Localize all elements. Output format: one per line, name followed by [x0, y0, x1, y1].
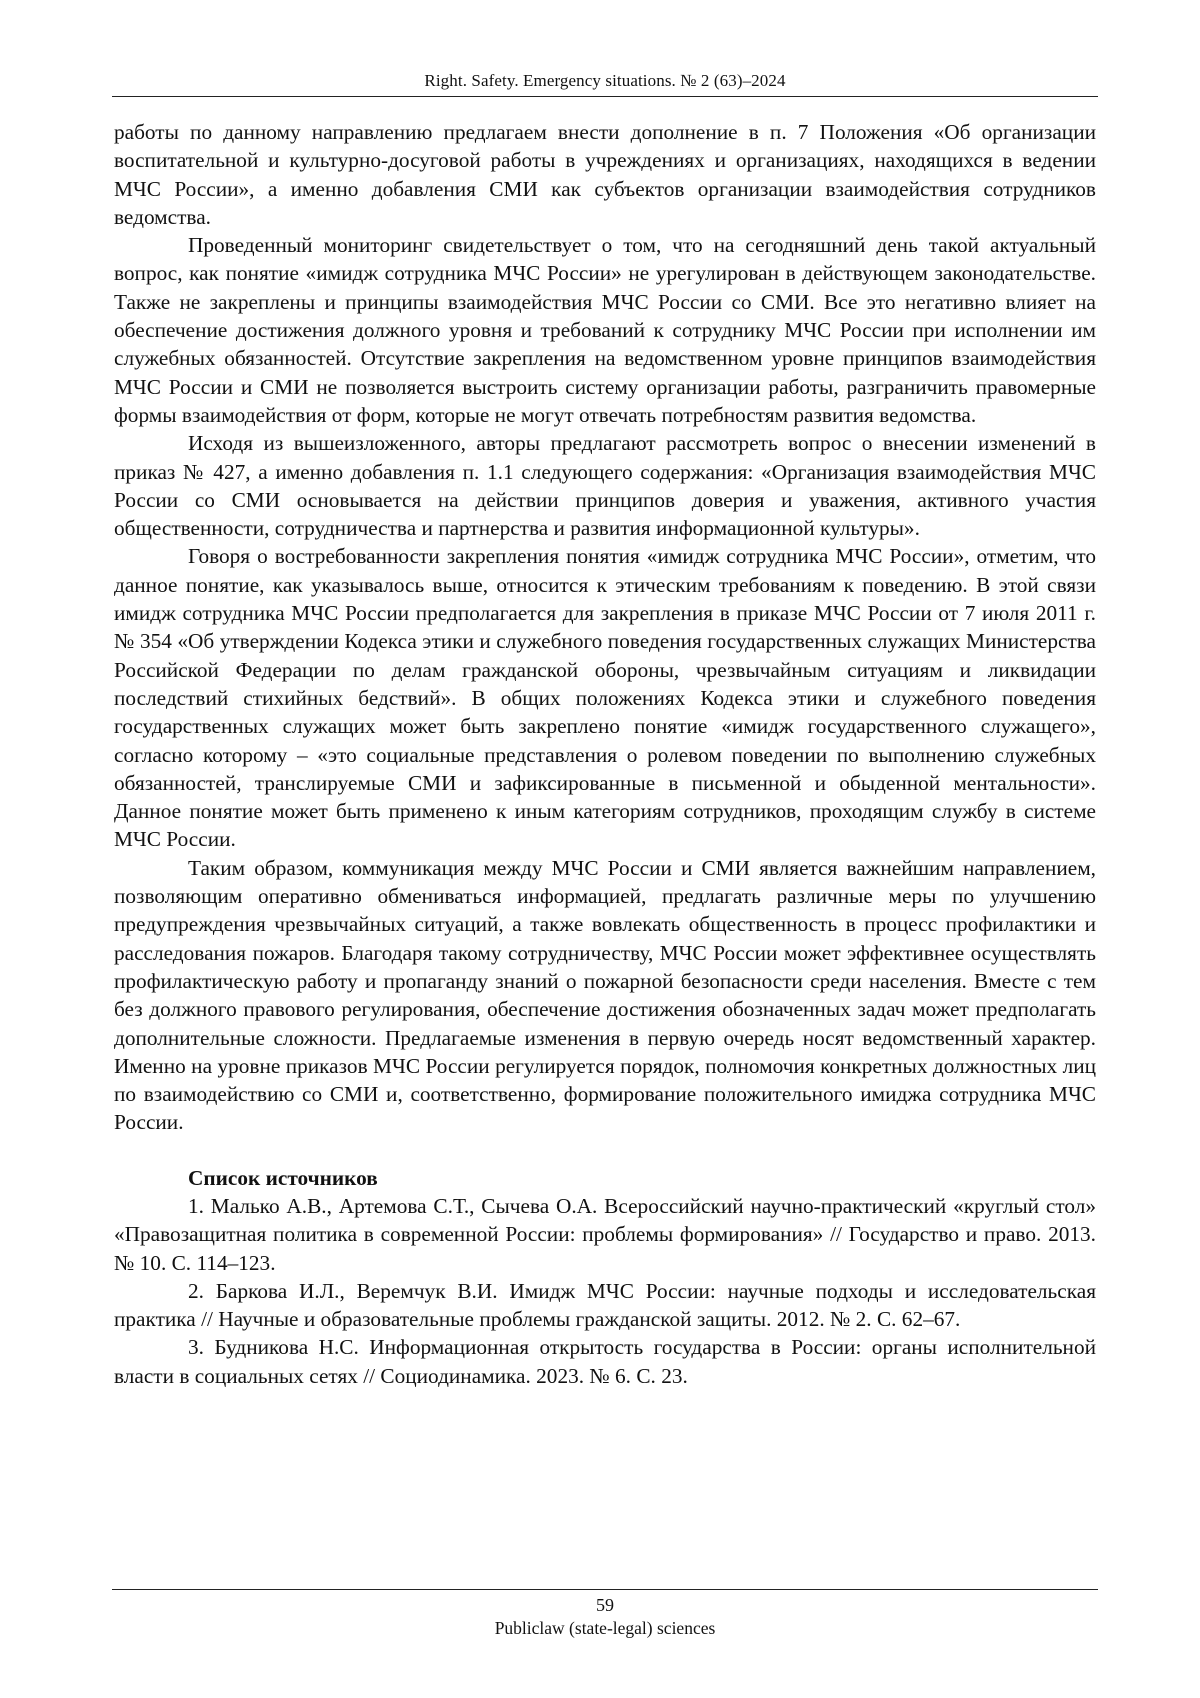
- body-paragraph: Проведенный мониторинг свидетельствует о том, что на сегодняшний день такой актуальный вопрос, как понятие «имидж сотрудника МЧС России» не урегулирован в действующем законодательстве. Также не закреплены и принципы взаимодействия МЧС России со СМИ. Все это негативно влияет на обеспечение достижения должного уровня и требований к сотруднику МЧС России при исполнении им служебных обязанностей. Отсутствие закрепления на ведомственном уровне принципов взаимодействия МЧС России и СМИ не позволяется выстроить систему организации работы, разграничить правомерные формы взаимодействия от форм, которые не могут отвечать потребностям развития ведомства.: [114, 233, 1096, 427]
- reference-item: 3. Будникова Н.С. Информационная открытость государства в России: органы исполнительной власти в социальных сетях // Социодинамика. 2023. № 6. С. 23.: [114, 1335, 1096, 1388]
- article-body: [114, 118, 1096, 1390]
- running-header: Right. Safety. Emergency situations. № 2 (63)–2024: [424, 71, 786, 90]
- footer-rule: [112, 1589, 1098, 1590]
- page-number: 59: [596, 1595, 614, 1615]
- footer-section-title: Publiclaw (state-legal) sciences: [494, 1618, 716, 1638]
- reference-item: 1. Малько А.В., Артемова С.Т., Сычева О.А. Всероссийский научно-практический «круглый стол» «Правозащитная политика в современной России: проблемы формирования» // Государство и право. 2013. № 10. С. 114–123.: [114, 1193, 1096, 1275]
- reference-item: 2. Баркова И.Л., Веремчук В.И. Имидж МЧС России: научные подходы и исследовательская практика // Научные и образовательные проблемы гражданской защиты. 2012. № 2. С. 62–67.: [114, 1278, 1096, 1332]
- body-paragraph: Говоря о востребованности закрепления понятия «имидж сотрудника МЧС России», отметим, что данное понятие, как указывалось выше, относится к этическим требованиям к поведению. В этой связи имидж сотрудника МЧС России предполагается для закрепления в приказе МЧС России от 7 июля 2011 г. № 354 «Об утверждении Кодекса этики и служебного поведения государственных служащих Министерства Российской Федерации по делам гражданской обороны, чрезвычайным ситуациям и ликвидации последствий стихийных бедствий». В общих положениях Кодекса этики и служебного поведения государственных служащих может быть закреплено понятие «имидж государственного служащего», согласно которому – «это социальные представления о ролевом поведении по выполнению служебных обязанностей, транслируемые СМИ и зафиксированные в письменной и обыденной ментальности». Данное понятие может быть применено к иным категориям сотрудников, проходящим службу в системе МЧС России.: [114, 544, 1096, 852]
- body-paragraph: Таким образом, коммуникация между МЧС России и СМИ является важнейшим направлением, позволяющим оперативно обмениваться информацией, предлагать различные меры по улучшению предупреждения чрезвычайных ситуаций, а также вовлекать общественность в процесс профилактики и расследования пожаров. Благодаря такому сотрудничеству, МЧС России может эффективнее осуществлять профилактическую работу и пропаганду знаний о пожарной безопасности среди населения. Вместе с тем без должного правового регулирования, обеспечение достижения обозначенных задач может предполагать дополнительные сложности. Предлагаемые изменения в первую очередь носят ведомственный характер. Именно на уровне приказов МЧС России регулируется порядок, полномочия конкретных должностных лиц по взаимодействию со СМИ и, соответственно, формирование положительного имиджа сотрудника МЧС России.: [114, 855, 1096, 1135]
- references-title: Список источников: [188, 1165, 378, 1190]
- body-paragraph: работы по данному направлению предлагаем внести дополнение в п. 7 Положения «Об организации воспитательной и культурно-досуговой работы в учреждениях и организациях, находящихся в ведении МЧС России», а именно добавления СМИ как субъектов организации взаимодействия сотрудников ведомства.: [114, 120, 1096, 229]
- body-paragraph: Исходя из вышеизложенного, авторы предлагают рассмотреть вопрос о внесении изменений в приказ № 427, а именно добавления п. 1.1 следующего содержания: «Организация взаимодействия МЧС России со СМИ основывается на действии принципов доверия и уважения, активного участия общественности, сотрудничества и партнерства и развития информационной культуры».: [114, 431, 1096, 541]
- header-rule: [112, 96, 1098, 97]
